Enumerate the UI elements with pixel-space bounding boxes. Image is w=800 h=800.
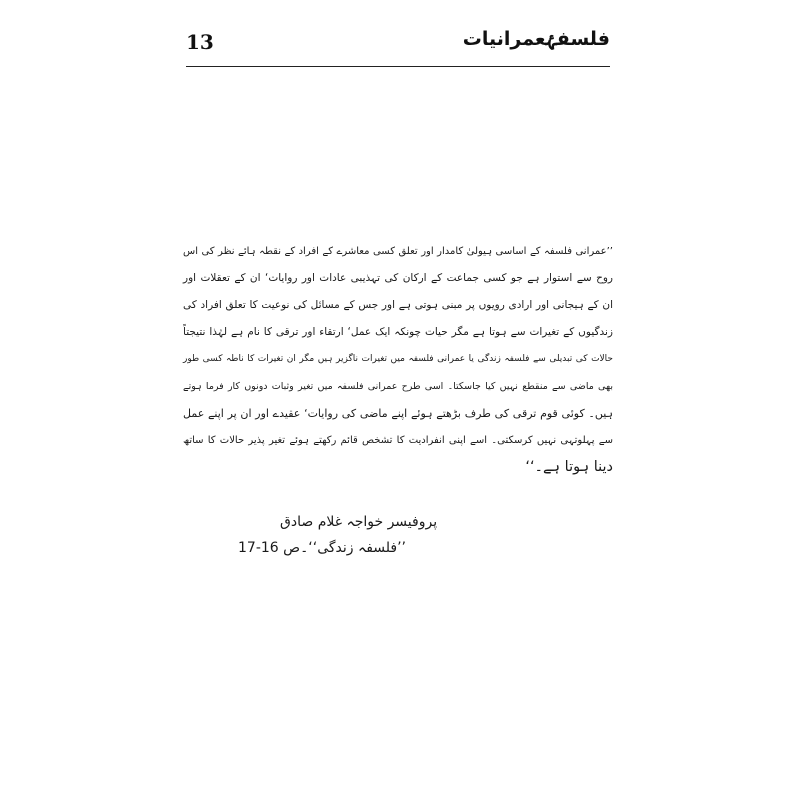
header-rule — [186, 66, 610, 67]
quote-line: بھی ماضی سے منقطع نہیں کیا جاسکتا۔ اسی طرح عمرانی فلسفہ میں تغیر وثبات دونوں کار فرما ہوتے — [183, 381, 613, 392]
quote-line: زندگیوں کے تغیرات سے ہوتا ہے مگر حیات چونکہ ایک عمل‘ ارتقاء اور ترقی کا نام ہے لہٰذا نتیجتاً — [183, 326, 613, 338]
attribution-source: ’’فلسفہ زندگی‘‘۔ص 16-17 — [238, 540, 406, 556]
running-title: فلسفۂعمرانیات — [462, 28, 610, 50]
quote-line: حالات کی تبدیلی سے فلسفہ زندگی یا عمرانی فلسفہ میں تغیرات ناگزیر ہیں مگر ان تغیرات کا ناطہ کسی طور — [183, 354, 613, 364]
quote-line: روح سے استوار ہے جو کسی جماعت کے ارکان کی تہذیبی عادات اور روایات‘ ان کے تعقلات اور — [183, 272, 613, 284]
quote-line: ان کے ہیجانی اور ارادی رویوں پر مبنی ہوتی ہے اور جس کے مسائل کی نوعیت کا تعلق افراد کی — [183, 299, 613, 311]
attribution-author: پروفیسر خواجہ غلام صادق — [280, 514, 438, 530]
quote-paragraph — [183, 238, 613, 481]
page-number: 13 — [186, 30, 214, 54]
quote-line: ہیں۔ کوئی قوم ترقی کی طرف بڑھتے ہوئے اپنے ماضی کی روایات‘ عقیدے اور ان پر اپنے عمل — [183, 407, 613, 420]
quote-line: سے پہلوتہی نہیں کرسکتی۔ اسے اپنی انفرادیت کا تشخص قائم رکھتے ہوئے تغیر پذیر حالات کا ساتھ — [183, 435, 613, 446]
quote-line: دینا ہوتا ہے۔‘‘ — [525, 459, 613, 475]
quote-line: ’’عمرانی فلسفہ کے اساسی ہیولیٰ کامدار اور تعلق کسی معاشرے کے افراد کے نقطہ ہائے نظر کی اس — [183, 246, 613, 257]
